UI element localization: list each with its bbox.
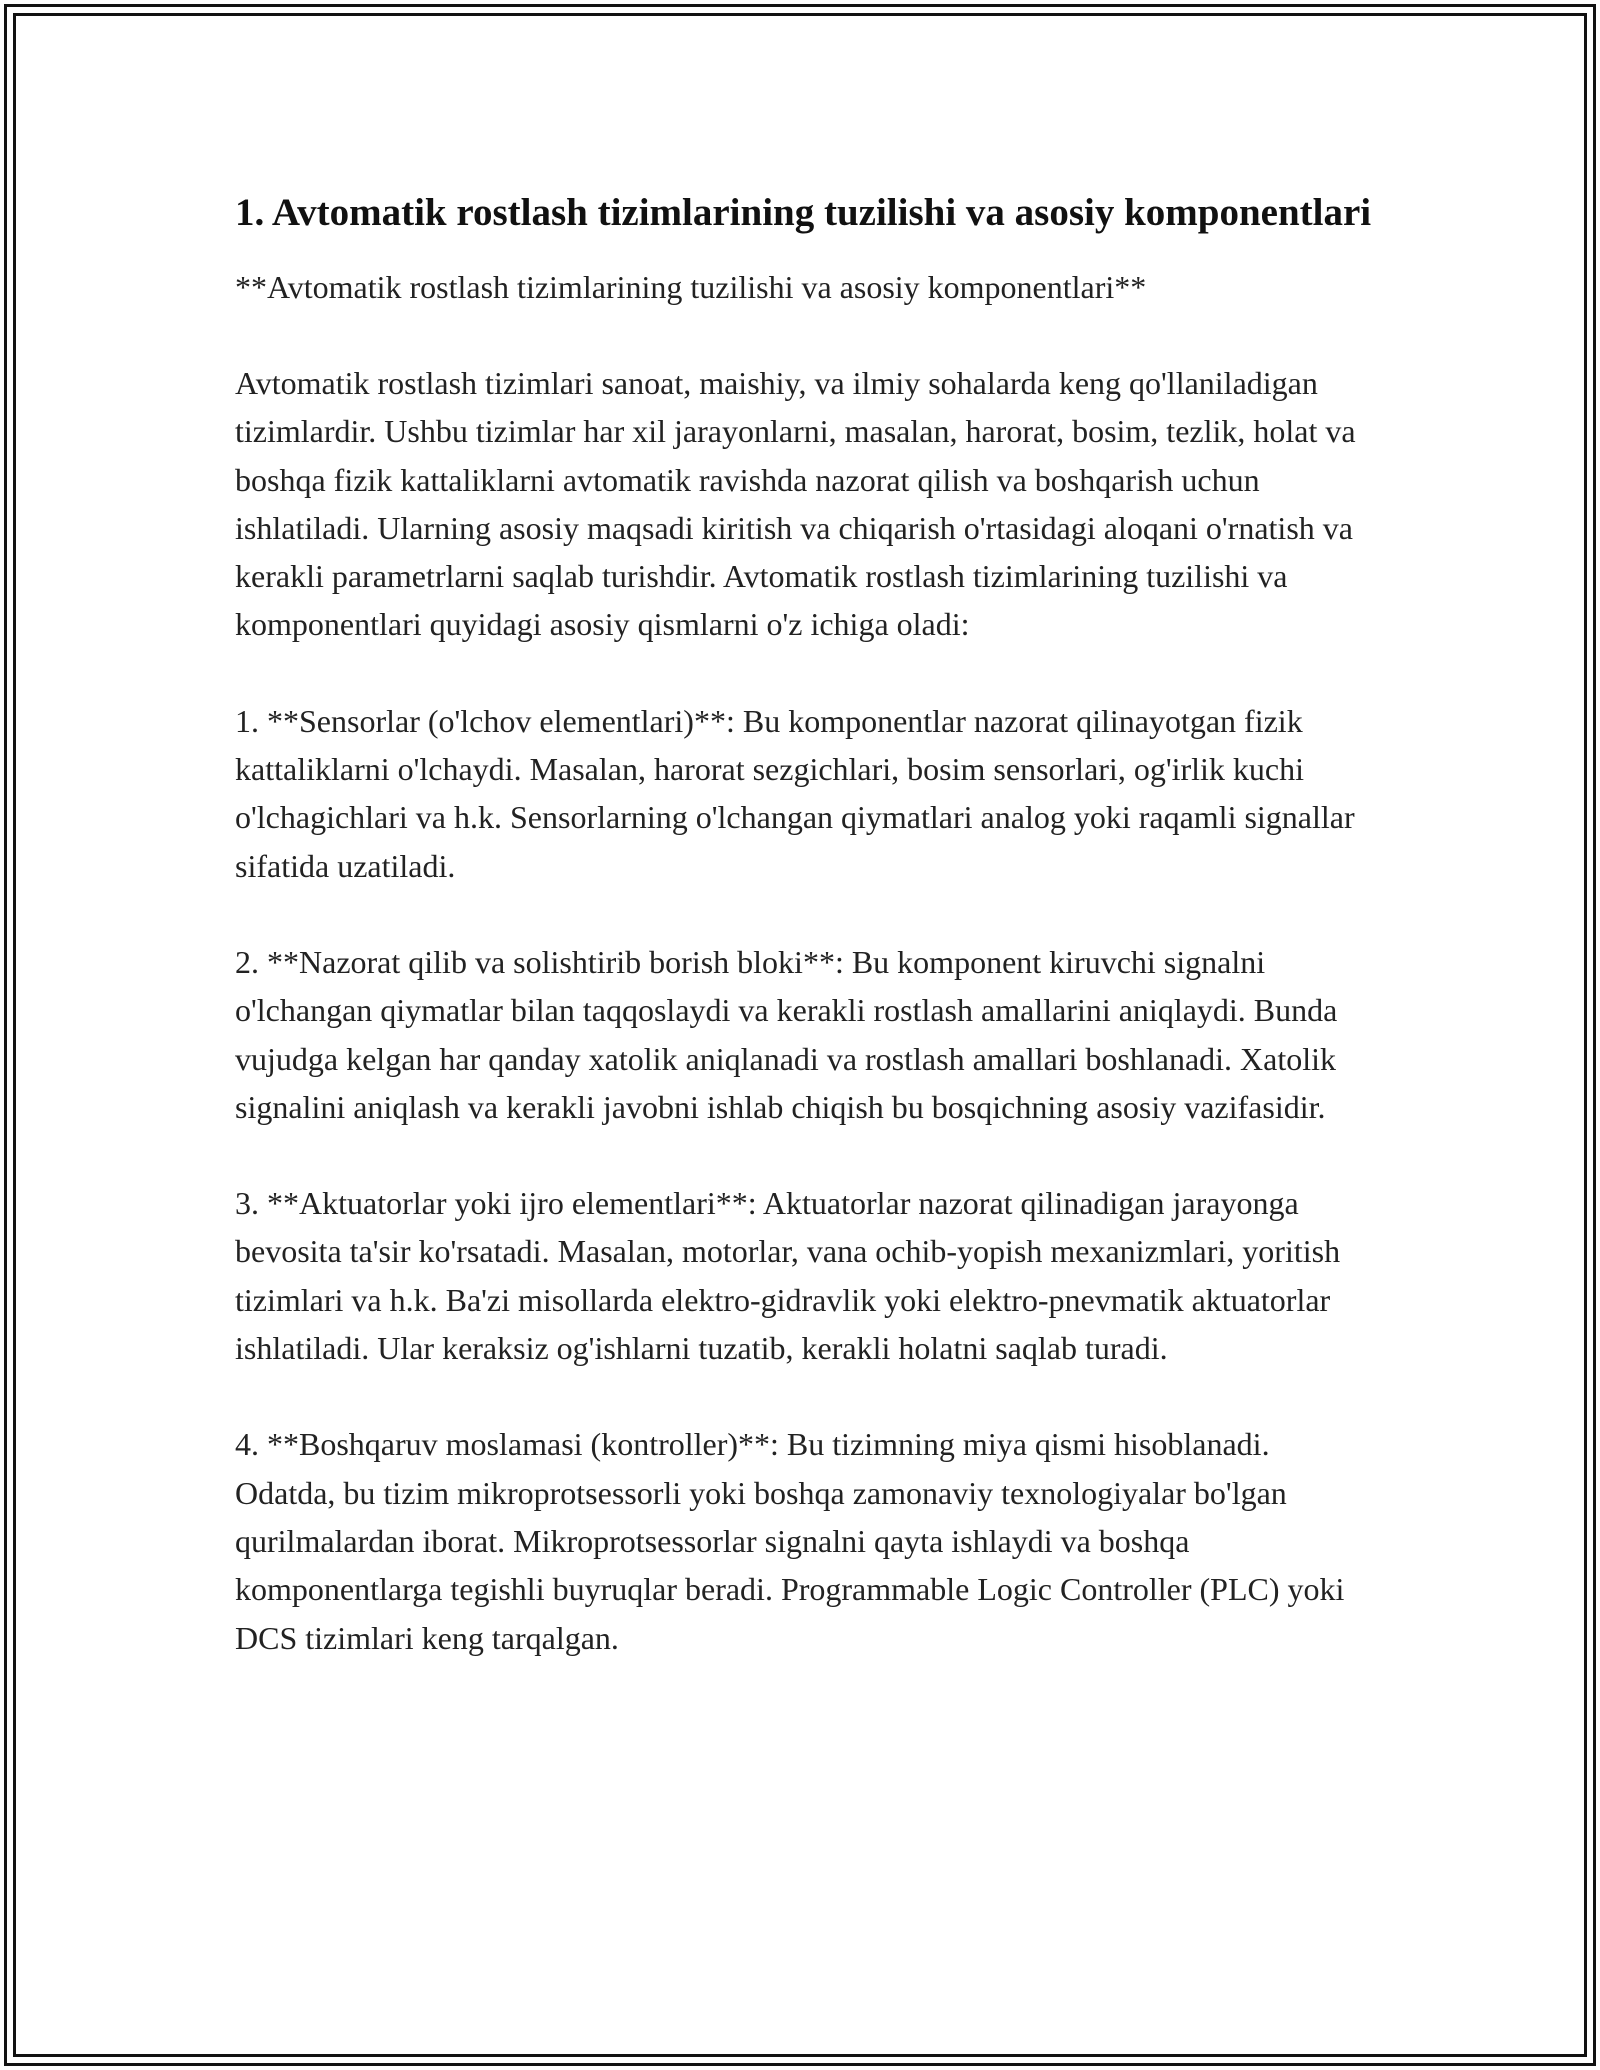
list-item-actuators: 3. **Aktuatorlar yoki ijro elementlari**: Aktuatorlar nazorat qilinadigan jarayonga bevosita ta'sir ko'rsatadi. Masalan, motorlar, vana ochib-yopish mexanizmlari, yoritish tizimlari va h.k. Ba'zi misollarda elektro-gidravlik yoki elektro-pnevmatik aktuatorlar ishlatiladi. Ular keraksiz og'ishlarni tuzatib, kerakli holatni saqlab turadi. (235, 1185, 1341, 1367)
section-subtitle: **Avtomatik rostlash tizimlarining tuzilishi va asosiy komponentlari** (235, 269, 1147, 305)
document-body (235, 185, 1375, 1662)
page-title: 1. Avtomatik rostlash tizimlarining tuzilishi va asosiy komponentlari (235, 191, 1372, 234)
intro-paragraph: Avtomatik rostlash tizimlari sanoat, maishiy, va ilmiy sohalarda keng qo'llaniladigan tizimlardir. Ushbu tizimlar har xil jarayonlarni, masalan, harorat, bosim, tezlik, holat va boshqa fizik kattaliklarni avtomatik ravishda nazorat qilish va boshqarish uchun ishlatiladi. Ularning asosiy maqsadi kiritish va chiqarish o'rtasidagi aloqani o'rnatish va kerakli parametrlarni saqlab turishdir. Avtomatik rostlash tizimlarining tuzilishi va komponentlari quyidagi asosiy qismlarni o'z ichiga oladi: (235, 365, 1356, 643)
list-item-comparison-block: 2. **Nazorat qilib va solishtirib borish bloki**: Bu komponent kiruvchi signalni o'lchangan qiymatlar bilan taqqoslaydi va kerakli rostlash amallarini aniqlaydi. Bunda vujudga kelgan har qanday xatolik aniqlanadi va rostlash amallari boshlanadi. Xatolik signalini aniqlash va kerakli javobni ishlab chiqish bu bosqichning asosiy vazifasidir. (235, 943, 1338, 1125)
list-item-sensors: 1. **Sensorlar (o'lchov elementlari)**: Bu komponentlar nazorat qilinayotgan fizik kattaliklarni o'lchaydi. Masalan, harorat sezgichlari, bosim sensorlari, og'irlik kuchi o'lchagichlari va h.k. Sensorlarning o'lchangan qiymatlari analog yoki raqamli signallar sifatida uzatiladi. (235, 702, 1355, 884)
list-item-controller: 4. **Boshqaruv moslamasi (kontroller)**: Bu tizimning miya qismi hisoblanadi. Odatda, bu tizim mikroprotsessorli yoki boshqa zamonaviy texnologiyalar bo'lgan qurilmalardan iborat. Mikroprotsessorlar signalni qayta ishlaydi va boshqa komponentlarga tegishli buyruqlar beradi. Programmable Logic Controller (PLC) yoki DCS tizimlari keng tarqalgan. (235, 1426, 1345, 1656)
